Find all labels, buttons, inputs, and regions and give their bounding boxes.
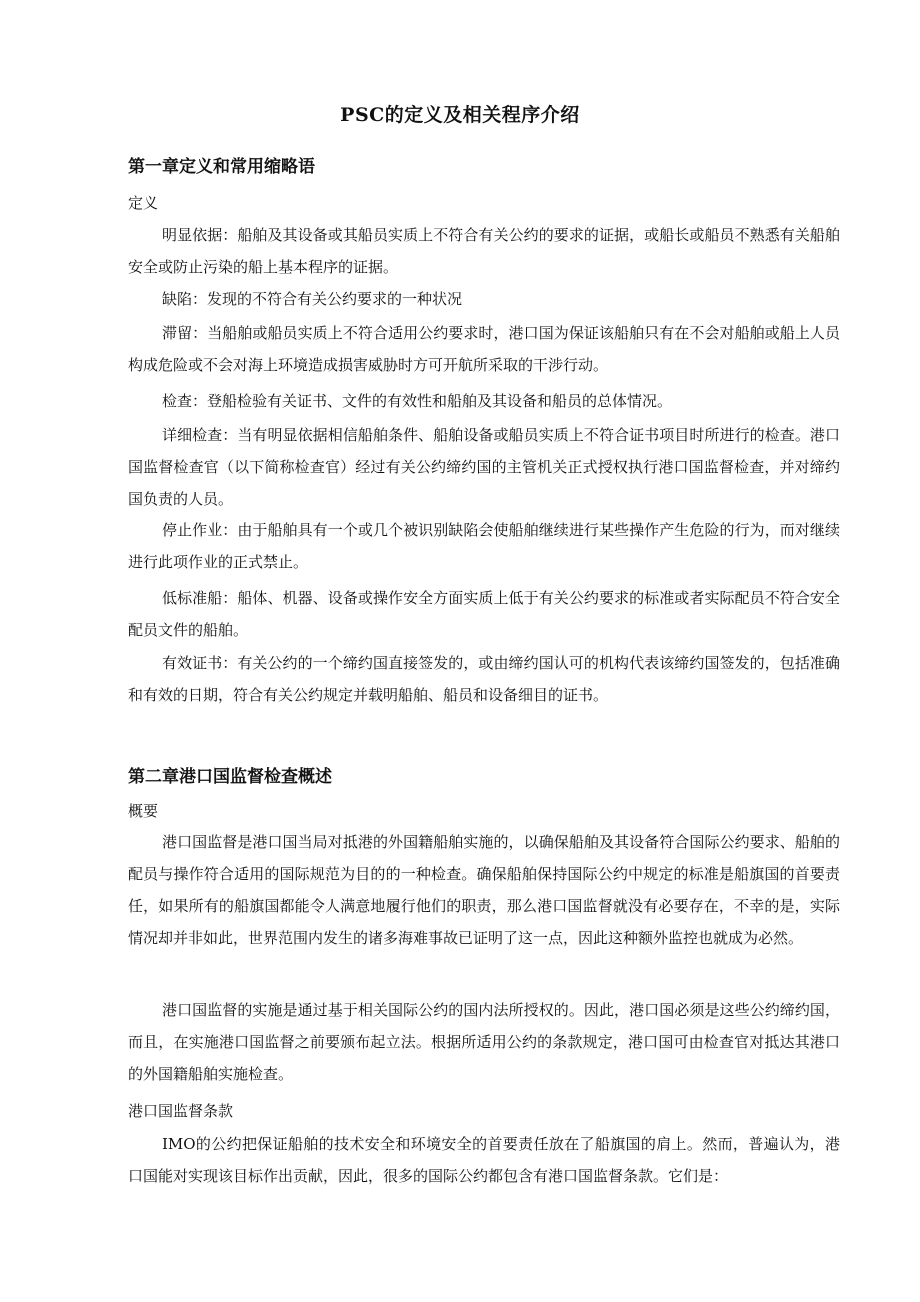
chapter-2-heading: 第二章港口国监督检查概述 <box>128 767 332 787</box>
definition-valid-certificate: 有效证书：有关公约的一个缔约国直接签发的，或由缔约国认可的机构代表该缔约国签发的，包括准确和有效的日期，符合有关公约规定并载明船舶、船员和设备细目的证书。 <box>128 654 840 704</box>
section-psc-provisions-label: 港口国监督条款 <box>128 1102 234 1120</box>
definition-substandard-ship: 低标准船：船体、机器、设备或操作安全方面实质上低于有关公约要求的标准或者实际配员不符合安全配员文件的船舶。 <box>128 589 840 639</box>
overview-paragraph-2: 港口国监督的实施是通过基于相关国际公约的国内法所授权的。因此，港口国必须是这些公约缔约国，而且，在实施港口国监督之前要颁布起立法。根据所适用公约的条款规定，港口国可由检查官对抵达其港口的外国籍船舶实施检查。 <box>128 1001 840 1083</box>
definition-obvious-grounds: 明显依据：船舶及其设备或其船员实质上不符合有关公约的要求的证据，或船长或船员不熟悉有关船舶安全或防止污染的船上基本程序的证据。 <box>128 226 840 276</box>
definition-deficiency: 缺陷：发现的不符合有关公约要求的一种状况 <box>162 290 463 308</box>
definition-detention: 滞留：当船舶或船员实质上不符合适用公约要求时，港口国为保证该船舶只有在不会对船舶或船上人员构成危险或不会对海上环境造成损害威胁时方可开航所采取的干涉行动。 <box>128 324 840 374</box>
chapter-1-heading: 第一章定义和常用缩略语 <box>128 157 315 177</box>
section-definitions-label: 定义 <box>128 194 159 212</box>
section-overview-label: 概要 <box>128 802 159 820</box>
definition-stoppage: 停止作业：由于船舶具有一个或几个被识别缺陷会使船舶继续进行某些操作产生危险的行为，而对继续进行此项作业的正式禁止。 <box>128 521 840 571</box>
psc-provisions-paragraph: IMO的公约把保证船舶的技术安全和环境安全的首要责任放在了船旗国的肩上。然而，普遍认为，港口国能对实现该目标作出贡献，因此，很多的国际公约都包含有港口国监督条款。它们是： <box>128 1135 840 1185</box>
definition-inspection: 检查：登船检验有关证书、文件的有效性和船舶及其设备和船员的总体情况。 <box>162 392 673 410</box>
document-title: PSC的定义及相关程序介绍 <box>340 104 580 126</box>
overview-paragraph-1: 港口国监督是港口国当局对抵港的外国籍船舶实施的，以确保船舶及其设备符合国际公约要求、船舶的配员与操作符合适用的国际规范为目的的一种检查。确保船舶保持国际公约中规定的标准是船旗国的首要责任，如果所有的船旗国都能令人满意地履行他们的职责，那么港口国监督就没有必要存在，不幸的是，实际情况却并非如此，世界范围内发生的诸多海难事故已证明了这一点，因此这种额外监控也就成为必然。 <box>128 833 840 947</box>
definition-detailed-inspection: 详细检查：当有明显依据相信船舶条件、船舶设备或船员实质上不符合证书项目时所进行的检查。港口国监督检查官（以下简称检查官）经过有关公约缔约国的主管机关正式授权执行港口国监督检查，并对缔约国负责的人员。 <box>128 426 840 508</box>
